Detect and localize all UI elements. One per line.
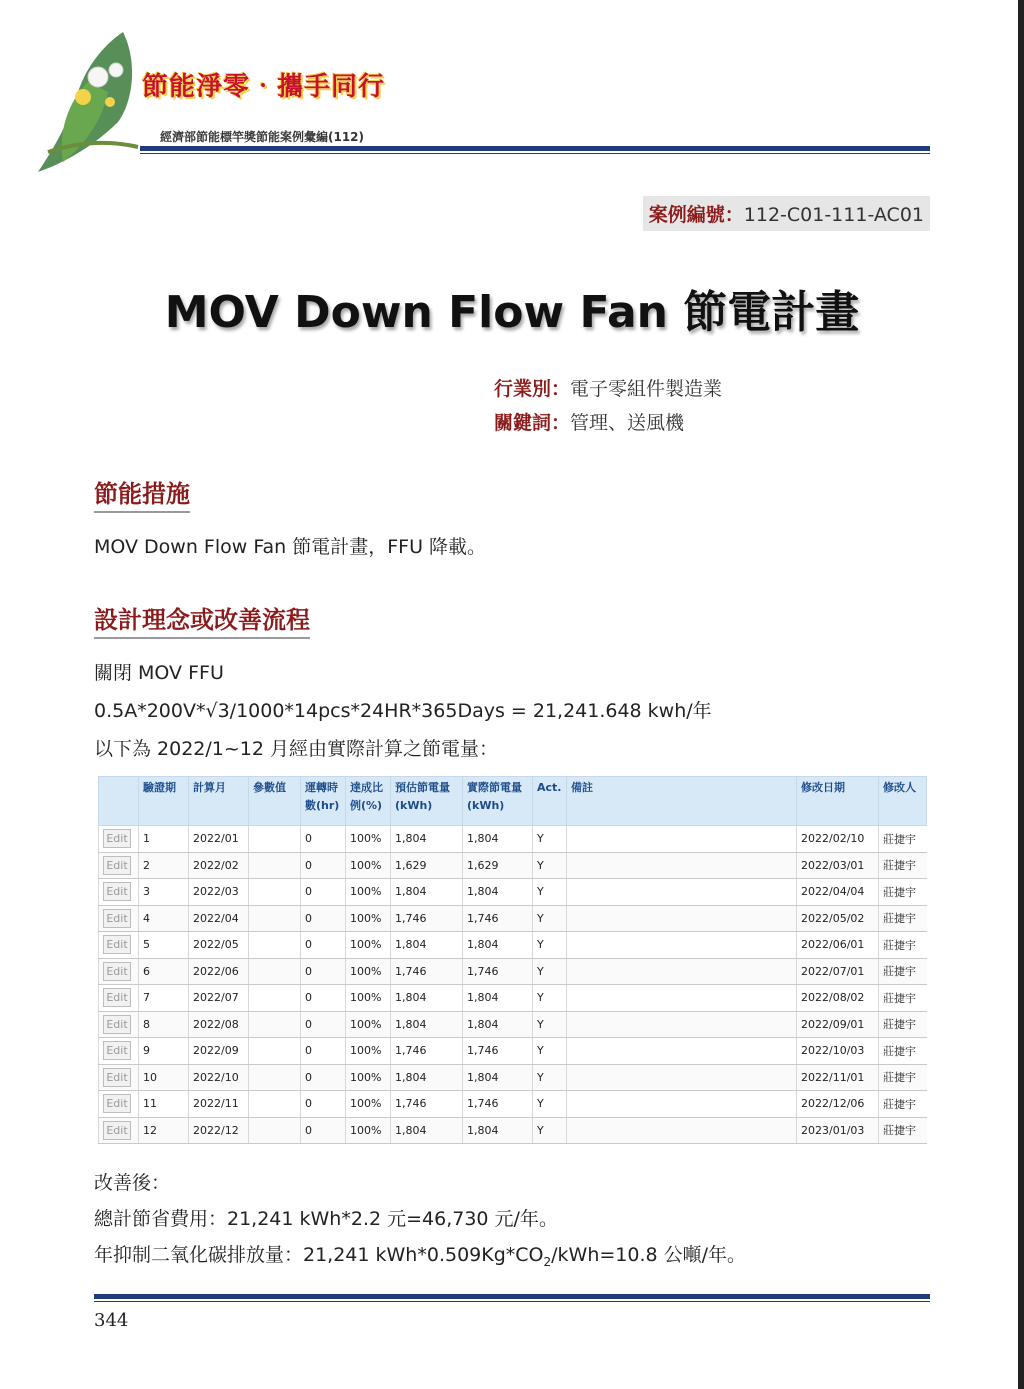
table-row	[99, 1117, 927, 1144]
table-cell: 2022/08	[189, 1011, 249, 1038]
table-cell	[567, 879, 797, 906]
edit-button[interactable]: Edit	[103, 909, 131, 928]
edit-button[interactable]: Edit	[103, 1015, 131, 1034]
table-cell: 100%	[346, 826, 391, 853]
table-cell: 2022/07/01	[797, 958, 879, 985]
table-header-cell: 運轉時數(hr)	[301, 777, 346, 826]
edit-button[interactable]: Edit	[103, 829, 131, 848]
table-cell: 1,804	[463, 879, 533, 906]
footer-divider-thin	[94, 1301, 930, 1302]
savings-table	[98, 776, 927, 1144]
edit-cell	[99, 1038, 139, 1065]
edit-button[interactable]: Edit	[103, 882, 131, 901]
table-cell: 1,804	[391, 1117, 463, 1144]
after-co2-post: /kWh=10.8 公噸/年。	[551, 1244, 747, 1266]
table-cell: 10	[139, 1064, 189, 1091]
table-cell: Y	[533, 958, 567, 985]
table-cell	[567, 985, 797, 1012]
edit-cell	[99, 1064, 139, 1091]
table-cell: 2022/06/01	[797, 932, 879, 959]
edit-button[interactable]: Edit	[103, 1068, 131, 1087]
table-cell: 100%	[346, 985, 391, 1012]
table-cell: 0	[301, 1011, 346, 1038]
case-number-label: 案例編號：	[648, 204, 744, 226]
table-row	[99, 985, 927, 1012]
table-cell: 1,804	[391, 1011, 463, 1038]
table-header-cell: 驗證期	[139, 777, 189, 826]
table-cell: 9	[139, 1038, 189, 1065]
table-cell: 1	[139, 826, 189, 853]
table-cell: 0	[301, 1038, 346, 1065]
table-cell: 莊捷宇	[879, 826, 927, 853]
table-cell: Y	[533, 826, 567, 853]
edit-button[interactable]: Edit	[103, 935, 131, 954]
table-cell	[567, 852, 797, 879]
case-number-value: 112-C01-111-AC01	[743, 204, 924, 226]
table-cell: 2022/05	[189, 932, 249, 959]
table-header-cell: 計算月	[189, 777, 249, 826]
table-cell: 0	[301, 1091, 346, 1118]
keywords-value: 管理、送風機	[570, 412, 685, 434]
table-cell: Y	[533, 905, 567, 932]
section-heading-measures: 節能措施	[94, 474, 190, 513]
header-slogan: 節能淨零‧攜手同行	[142, 72, 386, 102]
table-cell: 1,629	[463, 852, 533, 879]
edit-cell	[99, 852, 139, 879]
table-cell: 1,804	[391, 826, 463, 853]
table-cell	[249, 985, 301, 1012]
table-cell: Y	[533, 932, 567, 959]
header-subtitle: 經濟部節能標竿獎節能案例彙編(112)	[160, 130, 365, 144]
table-cell: 0	[301, 958, 346, 985]
table-cell: 1,804	[463, 826, 533, 853]
header-divider	[140, 146, 930, 151]
table-cell: 1,746	[391, 905, 463, 932]
table-cell: 2022/04/04	[797, 879, 879, 906]
footer-divider	[94, 1294, 930, 1299]
table-cell: 2022/12/06	[797, 1091, 879, 1118]
table-body	[99, 826, 927, 1144]
edit-cell	[99, 1011, 139, 1038]
page-title: MOV Down Flow Fan 節電計畫	[164, 287, 860, 338]
table-cell: 12	[139, 1117, 189, 1144]
after-cost-line: 總計節省費用：21,241 kWh*2.2 元=46,730 元/年。	[94, 1208, 558, 1230]
table-cell	[567, 1064, 797, 1091]
table-cell: 1,746	[391, 1091, 463, 1118]
table-cell	[567, 958, 797, 985]
table-cell: 1,804	[463, 1064, 533, 1091]
after-co2-pre: 年抑制二氧化碳排放量：21,241 kWh*0.509Kg*CO	[94, 1244, 544, 1266]
table-cell: 100%	[346, 958, 391, 985]
table-cell	[249, 1091, 301, 1118]
table-cell: 2022/10/03	[797, 1038, 879, 1065]
table-header-cell: 達成比例(%)	[346, 777, 391, 826]
after-heading: 改善後：	[94, 1172, 171, 1194]
table-cell	[249, 826, 301, 853]
table-cell: 莊捷宇	[879, 1064, 927, 1091]
table-row	[99, 1011, 927, 1038]
table-cell: 100%	[346, 1117, 391, 1144]
table-cell	[249, 852, 301, 879]
edit-cell	[99, 1117, 139, 1144]
table-cell: 1,746	[463, 1091, 533, 1118]
table-cell: 1,804	[391, 1064, 463, 1091]
table-cell: 2022/07	[189, 985, 249, 1012]
industry-row	[494, 374, 722, 401]
table-cell: 5	[139, 932, 189, 959]
after-co2-line	[94, 1240, 746, 1269]
table-cell: 2022/11	[189, 1091, 249, 1118]
table-cell: 1,804	[463, 1011, 533, 1038]
table-cell: 8	[139, 1011, 189, 1038]
table-cell: Y	[533, 1117, 567, 1144]
table-header-cell: 備註	[567, 777, 797, 826]
edit-cell	[99, 932, 139, 959]
table-cell: 1,746	[463, 958, 533, 985]
table-cell	[567, 1117, 797, 1144]
table-cell	[567, 1091, 797, 1118]
table-cell: Y	[533, 1091, 567, 1118]
table-cell: 2022/09/01	[797, 1011, 879, 1038]
table-cell: 1,804	[391, 879, 463, 906]
table-cell: 2	[139, 852, 189, 879]
table-cell	[249, 1038, 301, 1065]
table-header-cell	[99, 777, 139, 826]
table-cell: 11	[139, 1091, 189, 1118]
table-cell: 莊捷宇	[879, 852, 927, 879]
table-cell: 100%	[346, 1064, 391, 1091]
table-cell	[567, 826, 797, 853]
table-cell: 2022/11/01	[797, 1064, 879, 1091]
table-header-row	[99, 777, 927, 826]
table-cell: 莊捷宇	[879, 1091, 927, 1118]
table-cell: 0	[301, 826, 346, 853]
table-cell	[249, 1064, 301, 1091]
table-cell: 2022/10	[189, 1064, 249, 1091]
table-cell: 2022/09	[189, 1038, 249, 1065]
table-cell: 2022/03	[189, 879, 249, 906]
table-row	[99, 932, 927, 959]
edit-button[interactable]: Edit	[103, 988, 131, 1007]
table-cell: 1,804	[463, 932, 533, 959]
edit-cell	[99, 985, 139, 1012]
table-cell: 6	[139, 958, 189, 985]
table-cell: 0	[301, 1064, 346, 1091]
table-cell: Y	[533, 1011, 567, 1038]
table-cell: 1,746	[463, 905, 533, 932]
table-cell: 2022/02	[189, 852, 249, 879]
table-cell: 莊捷宇	[879, 932, 927, 959]
table-cell: Y	[533, 852, 567, 879]
table-cell: 莊捷宇	[879, 905, 927, 932]
table-cell	[567, 1038, 797, 1065]
table-cell: 100%	[346, 1091, 391, 1118]
table-row	[99, 826, 927, 853]
table-cell: 2022/03/01	[797, 852, 879, 879]
case-number-box	[643, 196, 930, 231]
table-header-cell: 修改人	[879, 777, 927, 826]
edit-button[interactable]: Edit	[103, 962, 131, 981]
table-cell: 2022/02/10	[797, 826, 879, 853]
table-row	[99, 879, 927, 906]
table-cell: Y	[533, 879, 567, 906]
table-cell	[249, 1117, 301, 1144]
table-cell	[567, 905, 797, 932]
table-header-cell: 實際節電量(kWh)	[463, 777, 533, 826]
section-heading-design: 設計理念或改善流程	[94, 600, 310, 639]
industry-label: 行業別：	[494, 378, 571, 400]
table-cell: 1,746	[463, 1038, 533, 1065]
design-line-2: 0.5A*200V*√3/1000*14pcs*24HR*365Days = 21,241.648 kwh/年	[94, 700, 712, 722]
edit-button[interactable]: Edit	[103, 856, 131, 875]
edit-cell	[99, 905, 139, 932]
table-header-cell: 參數值	[249, 777, 301, 826]
edit-cell	[99, 958, 139, 985]
edit-button[interactable]: Edit	[103, 1121, 131, 1140]
table-row	[99, 1064, 927, 1091]
table-cell: 0	[301, 1117, 346, 1144]
table-cell	[249, 905, 301, 932]
table-cell: 莊捷宇	[879, 958, 927, 985]
table-header-cell: 修改日期	[797, 777, 879, 826]
table-cell: 100%	[346, 905, 391, 932]
table-header-cell: Act.	[533, 777, 567, 826]
table-cell: 1,804	[391, 985, 463, 1012]
table-cell: 莊捷宇	[879, 879, 927, 906]
table-cell: 2023/01/03	[797, 1117, 879, 1144]
table-cell: 1,629	[391, 852, 463, 879]
table-cell: 莊捷宇	[879, 1011, 927, 1038]
table-cell: 2022/01	[189, 826, 249, 853]
industry-value: 電子零組件製造業	[570, 378, 723, 400]
table-cell: 4	[139, 905, 189, 932]
keywords-row	[494, 408, 684, 435]
table-cell: 1,746	[391, 1038, 463, 1065]
table-cell: 100%	[346, 852, 391, 879]
table-cell: 1,804	[391, 932, 463, 959]
table-cell: 莊捷宇	[879, 1038, 927, 1065]
table-cell: 2022/12	[189, 1117, 249, 1144]
table-cell: 2022/06	[189, 958, 249, 985]
table-cell	[567, 932, 797, 959]
edit-cell	[99, 1091, 139, 1118]
table-row	[99, 958, 927, 985]
table-cell	[249, 932, 301, 959]
design-line-1: 關閉 MOV FFU	[94, 662, 224, 684]
table-cell: Y	[533, 1038, 567, 1065]
edit-cell	[99, 826, 139, 853]
table-cell: 莊捷宇	[879, 985, 927, 1012]
table-cell: 2022/04	[189, 905, 249, 932]
table-cell: 0	[301, 985, 346, 1012]
table-cell: 1,804	[463, 1117, 533, 1144]
table-cell: Y	[533, 985, 567, 1012]
edit-button[interactable]: Edit	[103, 1041, 131, 1060]
design-line-3: 以下為 2022/1~12 月經由實際計算之節電量：	[94, 738, 499, 760]
table-cell: 1,746	[391, 958, 463, 985]
table-cell: 0	[301, 879, 346, 906]
measures-text: MOV Down Flow Fan 節電計畫，FFU 降載。	[94, 536, 487, 558]
edit-button[interactable]: Edit	[103, 1094, 131, 1113]
table-cell: 1,804	[463, 985, 533, 1012]
table-cell: 0	[301, 852, 346, 879]
table-cell	[249, 1011, 301, 1038]
table-cell: 100%	[346, 932, 391, 959]
table-cell: 0	[301, 932, 346, 959]
table-cell	[249, 958, 301, 985]
header-divider-thin	[140, 153, 930, 154]
page-number: 344	[94, 1310, 129, 1331]
table-cell	[567, 1011, 797, 1038]
table-cell: 2022/05/02	[797, 905, 879, 932]
table-cell: 100%	[346, 1038, 391, 1065]
table-row	[99, 852, 927, 879]
table-row	[99, 1091, 927, 1118]
table-cell: 3	[139, 879, 189, 906]
after-co2-sub: 2	[543, 1254, 552, 1269]
table-cell: 100%	[346, 879, 391, 906]
table-cell: Y	[533, 1064, 567, 1091]
table-cell	[249, 879, 301, 906]
table-cell: 2022/08/02	[797, 985, 879, 1012]
table-row	[99, 1038, 927, 1065]
table-cell: 0	[301, 905, 346, 932]
table-cell: 7	[139, 985, 189, 1012]
table-cell: 莊捷宇	[879, 1117, 927, 1144]
table-header-cell: 預估節電量(kWh)	[391, 777, 463, 826]
table-row	[99, 905, 927, 932]
page-edge	[1018, 0, 1024, 1389]
table-cell: 100%	[346, 1011, 391, 1038]
edit-cell	[99, 879, 139, 906]
keywords-label: 關鍵詞：	[494, 412, 571, 434]
